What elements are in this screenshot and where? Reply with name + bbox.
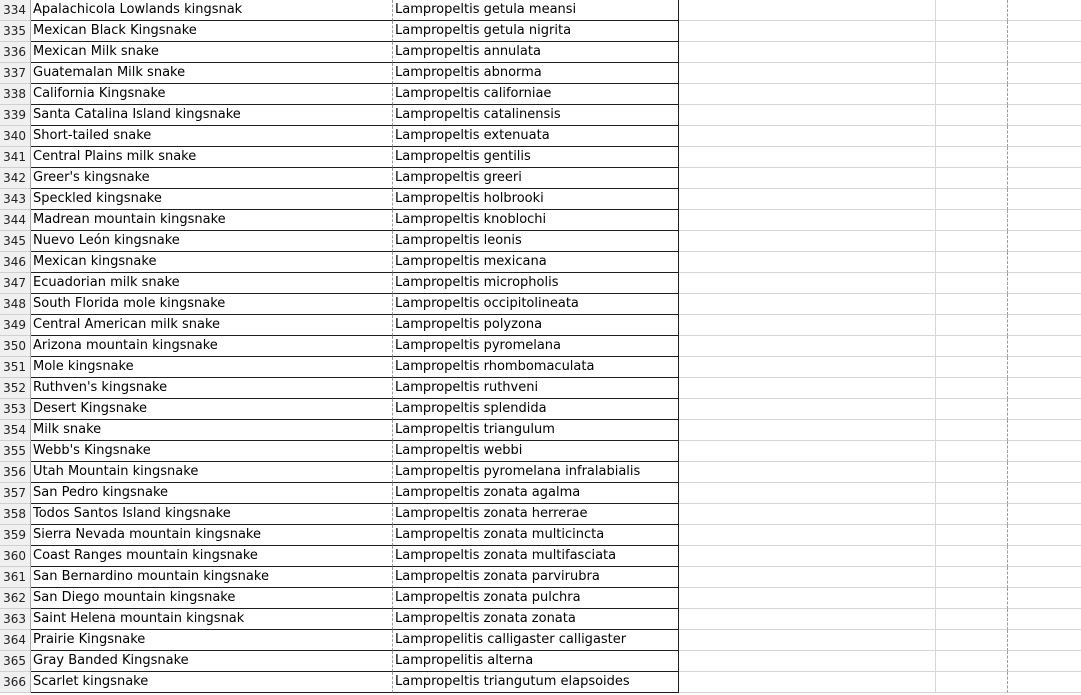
cell-scientific-name[interactable]: Lampropeltis abnorma <box>393 63 679 84</box>
cell-scientific-name[interactable]: Lampropeltis triangutum elapsoides <box>393 672 679 693</box>
table-row <box>0 273 1081 294</box>
cell-empty[interactable] <box>1008 42 1081 63</box>
cell-scientific-name[interactable]: Lampropeltis extenuata <box>393 126 679 147</box>
cell-common-name[interactable]: Utah Mountain kingsnake <box>31 462 393 483</box>
cell-empty[interactable] <box>679 42 936 63</box>
cell-common-name[interactable]: Saint Helena mountain kingsnak <box>31 609 393 630</box>
cell-empty[interactable] <box>1008 168 1081 189</box>
cell-empty[interactable] <box>936 294 1008 315</box>
cell-empty[interactable] <box>936 420 1008 441</box>
cell-empty[interactable] <box>679 0 936 21</box>
cell-scientific-name[interactable]: Lampropeltis ruthveni <box>393 378 679 399</box>
cell-scientific-name[interactable]: Lampropeltis holbrooki <box>393 189 679 210</box>
cell-empty[interactable] <box>936 546 1008 567</box>
cell-empty[interactable] <box>936 441 1008 462</box>
cell-empty[interactable] <box>679 441 936 462</box>
table-row <box>0 588 1081 609</box>
table-row <box>0 630 1081 651</box>
cell-empty[interactable] <box>1008 672 1081 693</box>
cell-empty[interactable] <box>1008 0 1081 21</box>
cell-empty[interactable] <box>679 168 936 189</box>
cell-empty[interactable] <box>1008 609 1081 630</box>
cell-empty[interactable] <box>1008 105 1081 126</box>
cell-common-name[interactable]: Webb's Kingsnake <box>31 441 393 462</box>
row-header[interactable]: 342 <box>0 168 31 189</box>
cell-common-name[interactable]: Mexican Black Kingsnake <box>31 21 393 42</box>
cell-empty[interactable] <box>936 315 1008 336</box>
table-row <box>0 546 1081 567</box>
cell-empty[interactable] <box>1008 525 1081 546</box>
table-row <box>0 525 1081 546</box>
cell-empty[interactable] <box>679 630 936 651</box>
table-row <box>0 126 1081 147</box>
cell-scientific-name[interactable]: Lampropeltis zonata multifasciata <box>393 546 679 567</box>
cell-scientific-name[interactable]: Lampropeltis getula nigrita <box>393 21 679 42</box>
cell-common-name[interactable]: Prairie Kingsnake <box>31 630 393 651</box>
row-header[interactable]: 356 <box>0 462 31 483</box>
cell-empty[interactable] <box>936 462 1008 483</box>
cell-common-name[interactable]: South Florida mole kingsnake <box>31 294 393 315</box>
cell-common-name[interactable]: Nuevo León kingsnake <box>31 231 393 252</box>
table-row <box>0 336 1081 357</box>
row-header[interactable]: 340 <box>0 126 31 147</box>
cell-empty[interactable] <box>936 336 1008 357</box>
cell-empty[interactable] <box>936 147 1008 168</box>
cell-empty[interactable] <box>679 63 936 84</box>
cell-common-name[interactable]: Madrean mountain kingsnake <box>31 210 393 231</box>
cell-empty[interactable] <box>1008 147 1081 168</box>
table-row <box>0 210 1081 231</box>
cell-empty[interactable] <box>1008 21 1081 42</box>
row-header[interactable]: 349 <box>0 315 31 336</box>
row-header[interactable]: 350 <box>0 336 31 357</box>
row-header[interactable]: 359 <box>0 525 31 546</box>
cell-common-name[interactable]: Desert Kingsnake <box>31 399 393 420</box>
cell-common-name[interactable]: Ecuadorian milk snake <box>31 273 393 294</box>
cell-empty[interactable] <box>936 273 1008 294</box>
table-row <box>0 0 1081 21</box>
cell-empty[interactable] <box>679 84 936 105</box>
cell-empty[interactable] <box>679 189 936 210</box>
row-header[interactable]: 360 <box>0 546 31 567</box>
cell-empty[interactable] <box>936 126 1008 147</box>
row-header[interactable]: 363 <box>0 609 31 630</box>
cell-empty[interactable] <box>936 588 1008 609</box>
cell-common-name[interactable]: Coast Ranges mountain kingsnake <box>31 546 393 567</box>
cell-empty[interactable] <box>936 21 1008 42</box>
cell-empty[interactable] <box>936 483 1008 504</box>
cell-empty[interactable] <box>679 609 936 630</box>
table-row <box>0 105 1081 126</box>
cell-empty[interactable] <box>679 105 936 126</box>
row-header[interactable]: 346 <box>0 252 31 273</box>
table-row <box>0 168 1081 189</box>
cell-common-name[interactable]: Apalachicola Lowlands kingsnak <box>31 0 393 21</box>
cell-empty[interactable] <box>936 0 1008 21</box>
cell-common-name[interactable]: Greer's kingsnake <box>31 168 393 189</box>
row-header[interactable]: 364 <box>0 630 31 651</box>
cell-scientific-name[interactable]: Lampropeltis micropholis <box>393 273 679 294</box>
cell-empty[interactable] <box>679 357 936 378</box>
table-row <box>0 504 1081 525</box>
cell-empty[interactable] <box>936 105 1008 126</box>
row-header[interactable]: 341 <box>0 147 31 168</box>
cell-scientific-name[interactable]: Lampropeltis catalinensis <box>393 105 679 126</box>
cell-common-name[interactable]: Santa Catalina Island kingsnake <box>31 105 393 126</box>
cell-empty[interactable] <box>1008 252 1081 273</box>
cell-common-name[interactable]: Arizona mountain kingsnake <box>31 336 393 357</box>
cell-scientific-name[interactable]: Lampropeltis pyromelana <box>393 336 679 357</box>
cell-empty[interactable] <box>1008 378 1081 399</box>
row-header[interactable]: 366 <box>0 672 31 693</box>
cell-common-name[interactable]: Milk snake <box>31 420 393 441</box>
cell-empty[interactable] <box>679 567 936 588</box>
cell-empty[interactable] <box>679 378 936 399</box>
row-header[interactable]: 336 <box>0 42 31 63</box>
cell-empty[interactable] <box>1008 567 1081 588</box>
cell-empty[interactable] <box>1008 126 1081 147</box>
cell-scientific-name[interactable]: Lampropeltis zonata multicincta <box>393 525 679 546</box>
row-header[interactable]: 345 <box>0 231 31 252</box>
table-row <box>0 609 1081 630</box>
cell-empty[interactable] <box>1008 336 1081 357</box>
cell-empty[interactable] <box>1008 441 1081 462</box>
table-row <box>0 378 1081 399</box>
cell-empty[interactable] <box>679 294 936 315</box>
table-row <box>0 231 1081 252</box>
table-row <box>0 63 1081 84</box>
cell-empty[interactable] <box>936 630 1008 651</box>
cell-scientific-name[interactable]: Lampropeltis pyromelana infralabialis <box>393 462 679 483</box>
cell-scientific-name[interactable]: Lampropeltis greeri <box>393 168 679 189</box>
row-header[interactable]: 347 <box>0 273 31 294</box>
cell-empty[interactable] <box>936 525 1008 546</box>
cell-empty[interactable] <box>679 504 936 525</box>
cell-empty[interactable] <box>936 168 1008 189</box>
cell-empty[interactable] <box>1008 294 1081 315</box>
cell-empty[interactable] <box>679 231 936 252</box>
row-header[interactable]: 358 <box>0 504 31 525</box>
cell-common-name[interactable]: San Pedro kingsnake <box>31 483 393 504</box>
cell-empty[interactable] <box>1008 399 1081 420</box>
cell-scientific-name[interactable]: Lampropeltis gentilis <box>393 147 679 168</box>
row-header[interactable]: 348 <box>0 294 31 315</box>
cell-empty[interactable] <box>679 672 936 693</box>
row-header[interactable]: 352 <box>0 378 31 399</box>
cell-empty[interactable] <box>679 399 936 420</box>
cell-empty[interactable] <box>1008 630 1081 651</box>
cell-empty[interactable] <box>1008 504 1081 525</box>
cell-common-name[interactable]: Central Plains milk snake <box>31 147 393 168</box>
table-row <box>0 42 1081 63</box>
row-header[interactable]: 357 <box>0 483 31 504</box>
cell-empty[interactable] <box>679 588 936 609</box>
cell-empty[interactable] <box>679 336 936 357</box>
cell-empty[interactable] <box>1008 273 1081 294</box>
cell-empty[interactable] <box>1008 420 1081 441</box>
cell-empty[interactable] <box>679 210 936 231</box>
cell-common-name[interactable]: Mexican kingsnake <box>31 252 393 273</box>
cell-empty[interactable] <box>679 21 936 42</box>
row-header[interactable]: 343 <box>0 189 31 210</box>
cell-empty[interactable] <box>1008 315 1081 336</box>
cell-common-name[interactable]: San Bernardino mountain kingsnake <box>31 567 393 588</box>
cell-common-name[interactable]: Ruthven's kingsnake <box>31 378 393 399</box>
cell-empty[interactable] <box>936 252 1008 273</box>
cell-scientific-name[interactable]: Lampropeltis triangulum <box>393 420 679 441</box>
cell-empty[interactable] <box>936 399 1008 420</box>
cell-empty[interactable] <box>1008 546 1081 567</box>
cell-empty[interactable] <box>936 651 1008 672</box>
cell-empty[interactable] <box>1008 63 1081 84</box>
table-row <box>0 294 1081 315</box>
cell-scientific-name[interactable]: Lampropeltis californiae <box>393 84 679 105</box>
row-header[interactable]: 361 <box>0 567 31 588</box>
row-header[interactable]: 354 <box>0 420 31 441</box>
cell-scientific-name[interactable]: Lampropeltis zonata zonata <box>393 609 679 630</box>
cell-common-name[interactable]: Mexican Milk snake <box>31 42 393 63</box>
table-row <box>0 420 1081 441</box>
table-row <box>0 567 1081 588</box>
table-row <box>0 84 1081 105</box>
row-header[interactable]: 351 <box>0 357 31 378</box>
cell-empty[interactable] <box>679 483 936 504</box>
cell-empty[interactable] <box>1008 231 1081 252</box>
cell-scientific-name[interactable]: Lampropeltis getula meansi <box>393 0 679 21</box>
cell-empty[interactable] <box>679 462 936 483</box>
row-header[interactable]: 365 <box>0 651 31 672</box>
row-header[interactable]: 334 <box>0 0 31 21</box>
cell-scientific-name[interactable]: Lampropelitis alterna <box>393 651 679 672</box>
cell-empty[interactable] <box>679 546 936 567</box>
cell-scientific-name[interactable]: Lampropeltis annulata <box>393 42 679 63</box>
cell-empty[interactable] <box>936 504 1008 525</box>
cell-empty[interactable] <box>679 315 936 336</box>
table-row <box>0 441 1081 462</box>
row-header[interactable]: 338 <box>0 84 31 105</box>
cell-empty[interactable] <box>679 525 936 546</box>
row-header[interactable]: 335 <box>0 21 31 42</box>
cell-common-name[interactable]: Gray Banded Kingsnake <box>31 651 393 672</box>
table-row <box>0 651 1081 672</box>
table-row <box>0 483 1081 504</box>
cell-scientific-name[interactable]: Lampropeltis rhombomaculata <box>393 357 679 378</box>
cell-empty[interactable] <box>936 210 1008 231</box>
table-row <box>0 21 1081 42</box>
table-row <box>0 399 1081 420</box>
cell-empty[interactable] <box>936 357 1008 378</box>
cell-common-name[interactable]: Speckled kingsnake <box>31 189 393 210</box>
cell-empty[interactable] <box>1008 210 1081 231</box>
cell-scientific-name[interactable]: Lampropeltis leonis <box>393 231 679 252</box>
cell-common-name[interactable]: Todos Santos Island kingsnake <box>31 504 393 525</box>
row-header[interactable]: 344 <box>0 210 31 231</box>
cell-empty[interactable] <box>679 420 936 441</box>
row-header[interactable]: 353 <box>0 399 31 420</box>
row-header[interactable]: 339 <box>0 105 31 126</box>
cell-common-name[interactable]: Mole kingsnake <box>31 357 393 378</box>
cell-scientific-name[interactable]: Lampropeltis zonata pulchra <box>393 588 679 609</box>
cell-empty[interactable] <box>679 126 936 147</box>
cell-empty[interactable] <box>936 189 1008 210</box>
cell-empty[interactable] <box>1008 84 1081 105</box>
cell-scientific-name[interactable]: Lampropeltis zonata parvirubra <box>393 567 679 588</box>
table-row <box>0 357 1081 378</box>
cell-empty[interactable] <box>936 42 1008 63</box>
cell-common-name[interactable]: Guatemalan Milk snake <box>31 63 393 84</box>
cell-empty[interactable] <box>679 252 936 273</box>
cell-empty[interactable] <box>936 63 1008 84</box>
cell-empty[interactable] <box>679 273 936 294</box>
table-row <box>0 462 1081 483</box>
cell-scientific-name[interactable]: Lampropelitis calligaster calligaster <box>393 630 679 651</box>
cell-scientific-name[interactable]: Lampropeltis knoblochi <box>393 210 679 231</box>
cell-scientific-name[interactable]: Lampropeltis mexicana <box>393 252 679 273</box>
cell-empty[interactable] <box>1008 462 1081 483</box>
cell-common-name[interactable]: Central American milk snake <box>31 315 393 336</box>
table-row <box>0 189 1081 210</box>
cell-empty[interactable] <box>936 378 1008 399</box>
cell-common-name[interactable]: San Diego mountain kingsnake <box>31 588 393 609</box>
table-row <box>0 672 1081 693</box>
cell-empty[interactable] <box>936 672 1008 693</box>
cell-common-name[interactable]: Short-tailed snake <box>31 126 393 147</box>
cell-scientific-name[interactable]: Lampropeltis occipitolineata <box>393 294 679 315</box>
cell-empty[interactable] <box>679 651 936 672</box>
cell-empty[interactable] <box>679 147 936 168</box>
cell-empty[interactable] <box>1008 651 1081 672</box>
cell-scientific-name[interactable]: Lampropeltis webbi <box>393 441 679 462</box>
cell-empty[interactable] <box>1008 483 1081 504</box>
row-header[interactable]: 362 <box>0 588 31 609</box>
cell-common-name[interactable]: Scarlet kingsnake <box>31 672 393 693</box>
cell-common-name[interactable]: Sierra Nevada mountain kingsnake <box>31 525 393 546</box>
cell-common-name[interactable]: California Kingsnake <box>31 84 393 105</box>
cell-empty[interactable] <box>936 231 1008 252</box>
table-row <box>0 252 1081 273</box>
cell-scientific-name[interactable]: Lampropeltis zonata agalma <box>393 483 679 504</box>
cell-empty[interactable] <box>1008 588 1081 609</box>
row-header[interactable]: 337 <box>0 63 31 84</box>
cell-scientific-name[interactable]: Lampropeltis splendida <box>393 399 679 420</box>
cell-empty[interactable] <box>1008 357 1081 378</box>
table-row <box>0 315 1081 336</box>
cell-empty[interactable] <box>936 609 1008 630</box>
cell-empty[interactable] <box>936 567 1008 588</box>
cell-scientific-name[interactable]: Lampropeltis polyzona <box>393 315 679 336</box>
table-row <box>0 147 1081 168</box>
cell-empty[interactable] <box>936 84 1008 105</box>
cell-empty[interactable] <box>1008 189 1081 210</box>
cell-scientific-name[interactable]: Lampropeltis zonata herrerae <box>393 504 679 525</box>
row-header[interactable]: 355 <box>0 441 31 462</box>
